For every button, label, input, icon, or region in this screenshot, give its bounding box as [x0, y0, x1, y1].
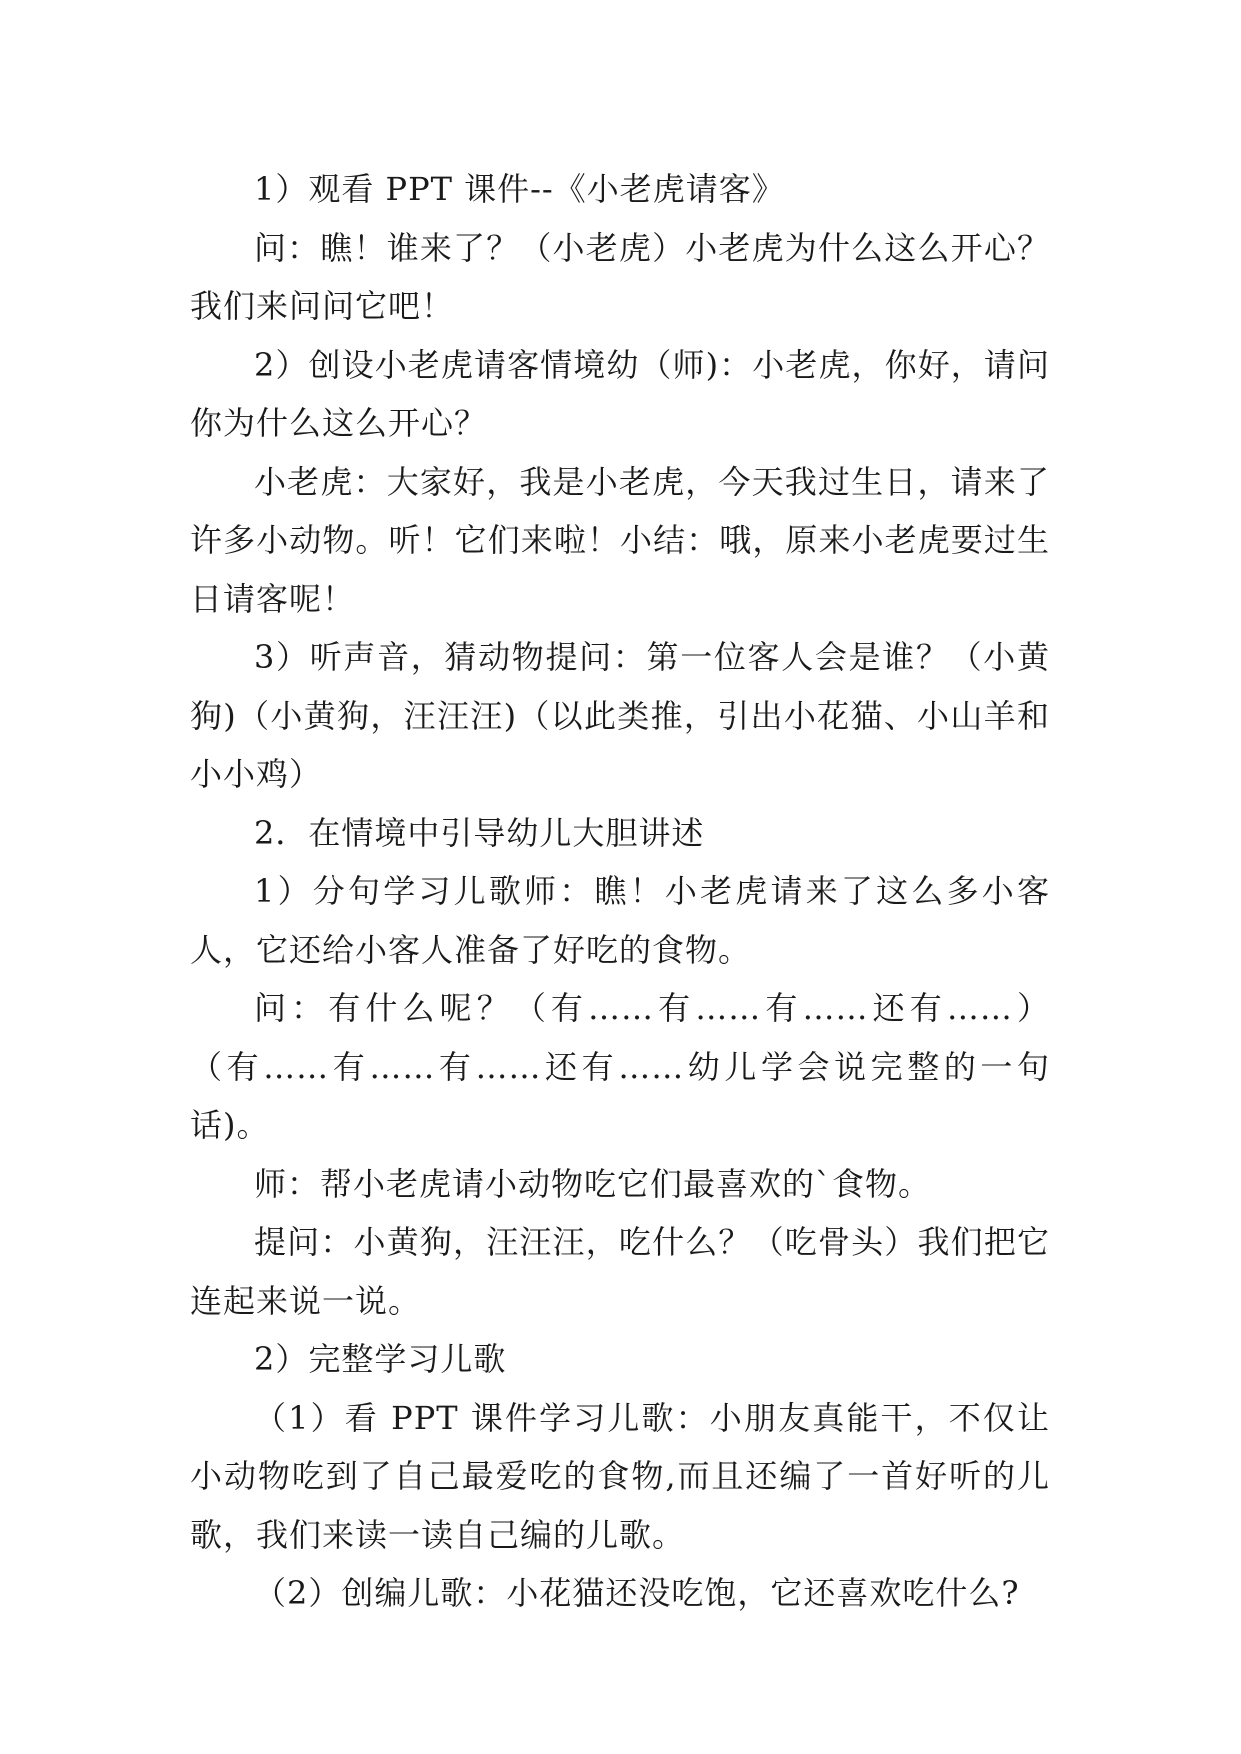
paragraph-teacher: 师：帮小老虎请小动物吃它们最喜欢的`食物。 — [254, 1164, 932, 1203]
paragraph-learn-song: 1）分句学习儿歌师：瞧！小老虎请来了这么多小客人，它还给小客人准备了好吃的食物。 — [190, 872, 1050, 969]
paragraph-guess-animal: 3）听声音，猜动物提问：第一位客人会是谁？（小黄狗)（小黄狗，汪汪汪)（以此类推，引出小花猫、小山羊和小小鸡） — [190, 638, 1050, 793]
paragraph-question-who: 问：瞧！谁来了？（小老虎）小老虎为什么这么开心？我们来问问它吧！ — [190, 228, 1050, 325]
paragraph-section-2: 2．在情境中引导幼儿大胆讲述 — [254, 813, 705, 852]
paragraph-tiger-speech: 小老虎：大家好，我是小老虎，今天我过生日，请来了许多小动物。听！它们来啦！小结：哦，原来小老虎要过生日请客呢！ — [190, 462, 1050, 618]
paragraph-scenario: 2）创设小老虎请客情境幼（师)：小老虎，你好，请问你为什么这么开心？ — [190, 345, 1050, 442]
paragraph-full-song: 2）完整学习儿歌 — [254, 1340, 507, 1378]
paragraph-ppt-song: （1）看 PPT 课件学习儿歌：小朋友真能干，不仅让小动物吃到了自己最爱吃的食物,而且还编了一首好听的儿歌，我们来读一读自己编的儿歌。 — [190, 1398, 1050, 1554]
paragraph-create-song: （2）创编儿歌：小花猫还没吃饱，它还喜欢吃什么? — [254, 1574, 1020, 1612]
paragraph-ppt-intro: 1）观看 PPT 课件--《小老虎请客》 — [254, 170, 785, 208]
paragraph-question-what: 问：有什么呢？（有……有……有……还有……）（有……有……有……还有……幼儿学会说完整的一句话)。 — [190, 989, 1050, 1144]
paragraph-dog-question: 提问：小黄狗，汪汪汪，吃什么？（吃骨头）我们把它连起来说一说。 — [190, 1223, 1050, 1320]
document-body — [190, 160, 1050, 1623]
